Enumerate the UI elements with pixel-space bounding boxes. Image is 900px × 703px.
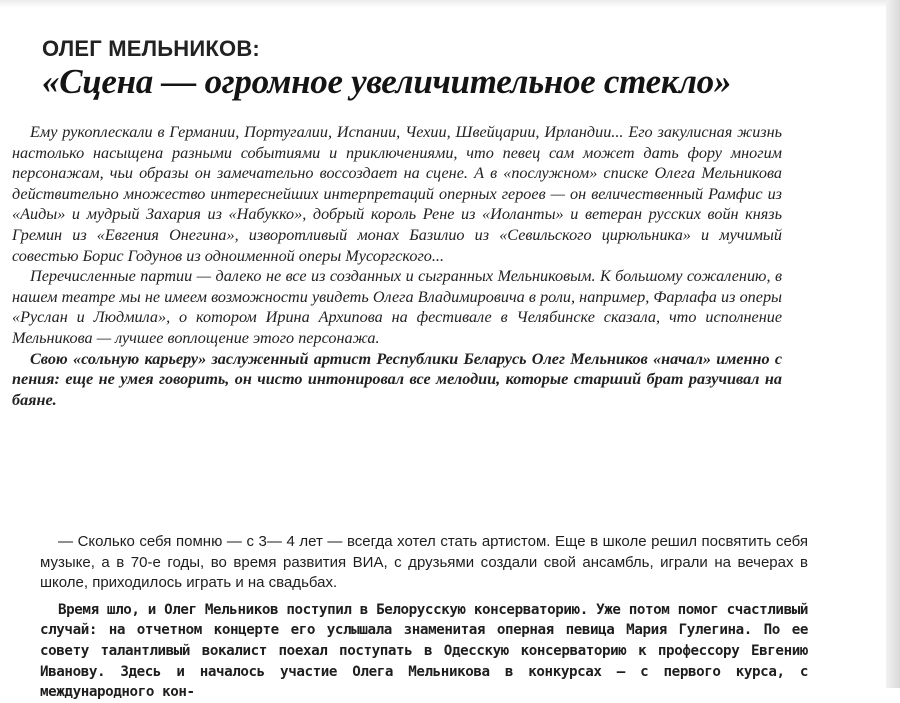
article-headline: «Сцена — огромное увеличительное стекло» (42, 62, 732, 101)
article-header (42, 36, 812, 102)
scan-top-shadow (0, 0, 900, 8)
scan-page-edge (886, 0, 900, 688)
article-body (40, 532, 808, 703)
intro-paragraph: Перечисленные партии — далеко не все из созданных и сыгранных Мельниковым. К большому сожалению, в нашем театре мы не имеем возможности увидеть Олега Владимировича в роли, например, Фарлафа из оперы «Руслан и Людмила», о котором Ирина Архипова на фестивале в Челябинске сказала, что исполнение Мельникова — лучшее воплощение этого персонажа. (12, 267, 782, 347)
intro-paragraph: Свою «сольную карьеру» заслуженный артист Республики Беларусь Олег Мельников «начал» именно с пения: еще не умея говорить, он чисто интонировал все мелодии, которые старший брат разучивал на баяне. (12, 349, 782, 409)
author-name: ОЛЕГ МЕЛЬНИКОВ: (42, 36, 260, 61)
body-paragraph: Время шло, и Олег Мельников поступил в Белорусскую консерваторию. Уже потом помог счастливый случай: на отчетном концерте его услышала знаменитая оперная певица Мария Гулегина. По ее совету талантливый вокалист поехал поступать в Одесскую консерваторию к профессору Евгению Иванову. Здесь и началось участие Олега Мельникова в конкурсах — с первого курса, с международного кон- (40, 601, 808, 701)
article-intro (12, 122, 782, 410)
intro-paragraph: Ему рукоплескали в Германии, Португалии, Испании, Чехии, Швейцарии, Ирландии... Его закулисная жизнь настолько насыщена разными событиями и приключениями, что певец сам может дать фору многим персонажам, чьи образы он замечательно воссоздает на сцене. А в «послужном» списке Олега Мельникова действительно множество интереснейших интерпретаций оперных героев — он величественный Рамфис из «Аиды» и мудрый Захария из «Набукко», добрый король Рене из «Иоланты» и ветеран русских войн князь Гремин из «Евгения Онегина», изворотливый монах Базилио из «Севильского цирюльника» и мучимый совестью Борис Годунов из одноименной оперы Мусоргского... (12, 123, 782, 265)
quote-paragraph: — Сколько себя помню — с 3— 4 лет — всегда хотел стать артистом. Еще в школе решил посвятить себя музыке, а в 70-е годы, во время развития ВИА, с друзьями создали свой ансамбль, играли на вечерах в школе, приходилось играть и на свадьбах. (40, 533, 808, 592)
